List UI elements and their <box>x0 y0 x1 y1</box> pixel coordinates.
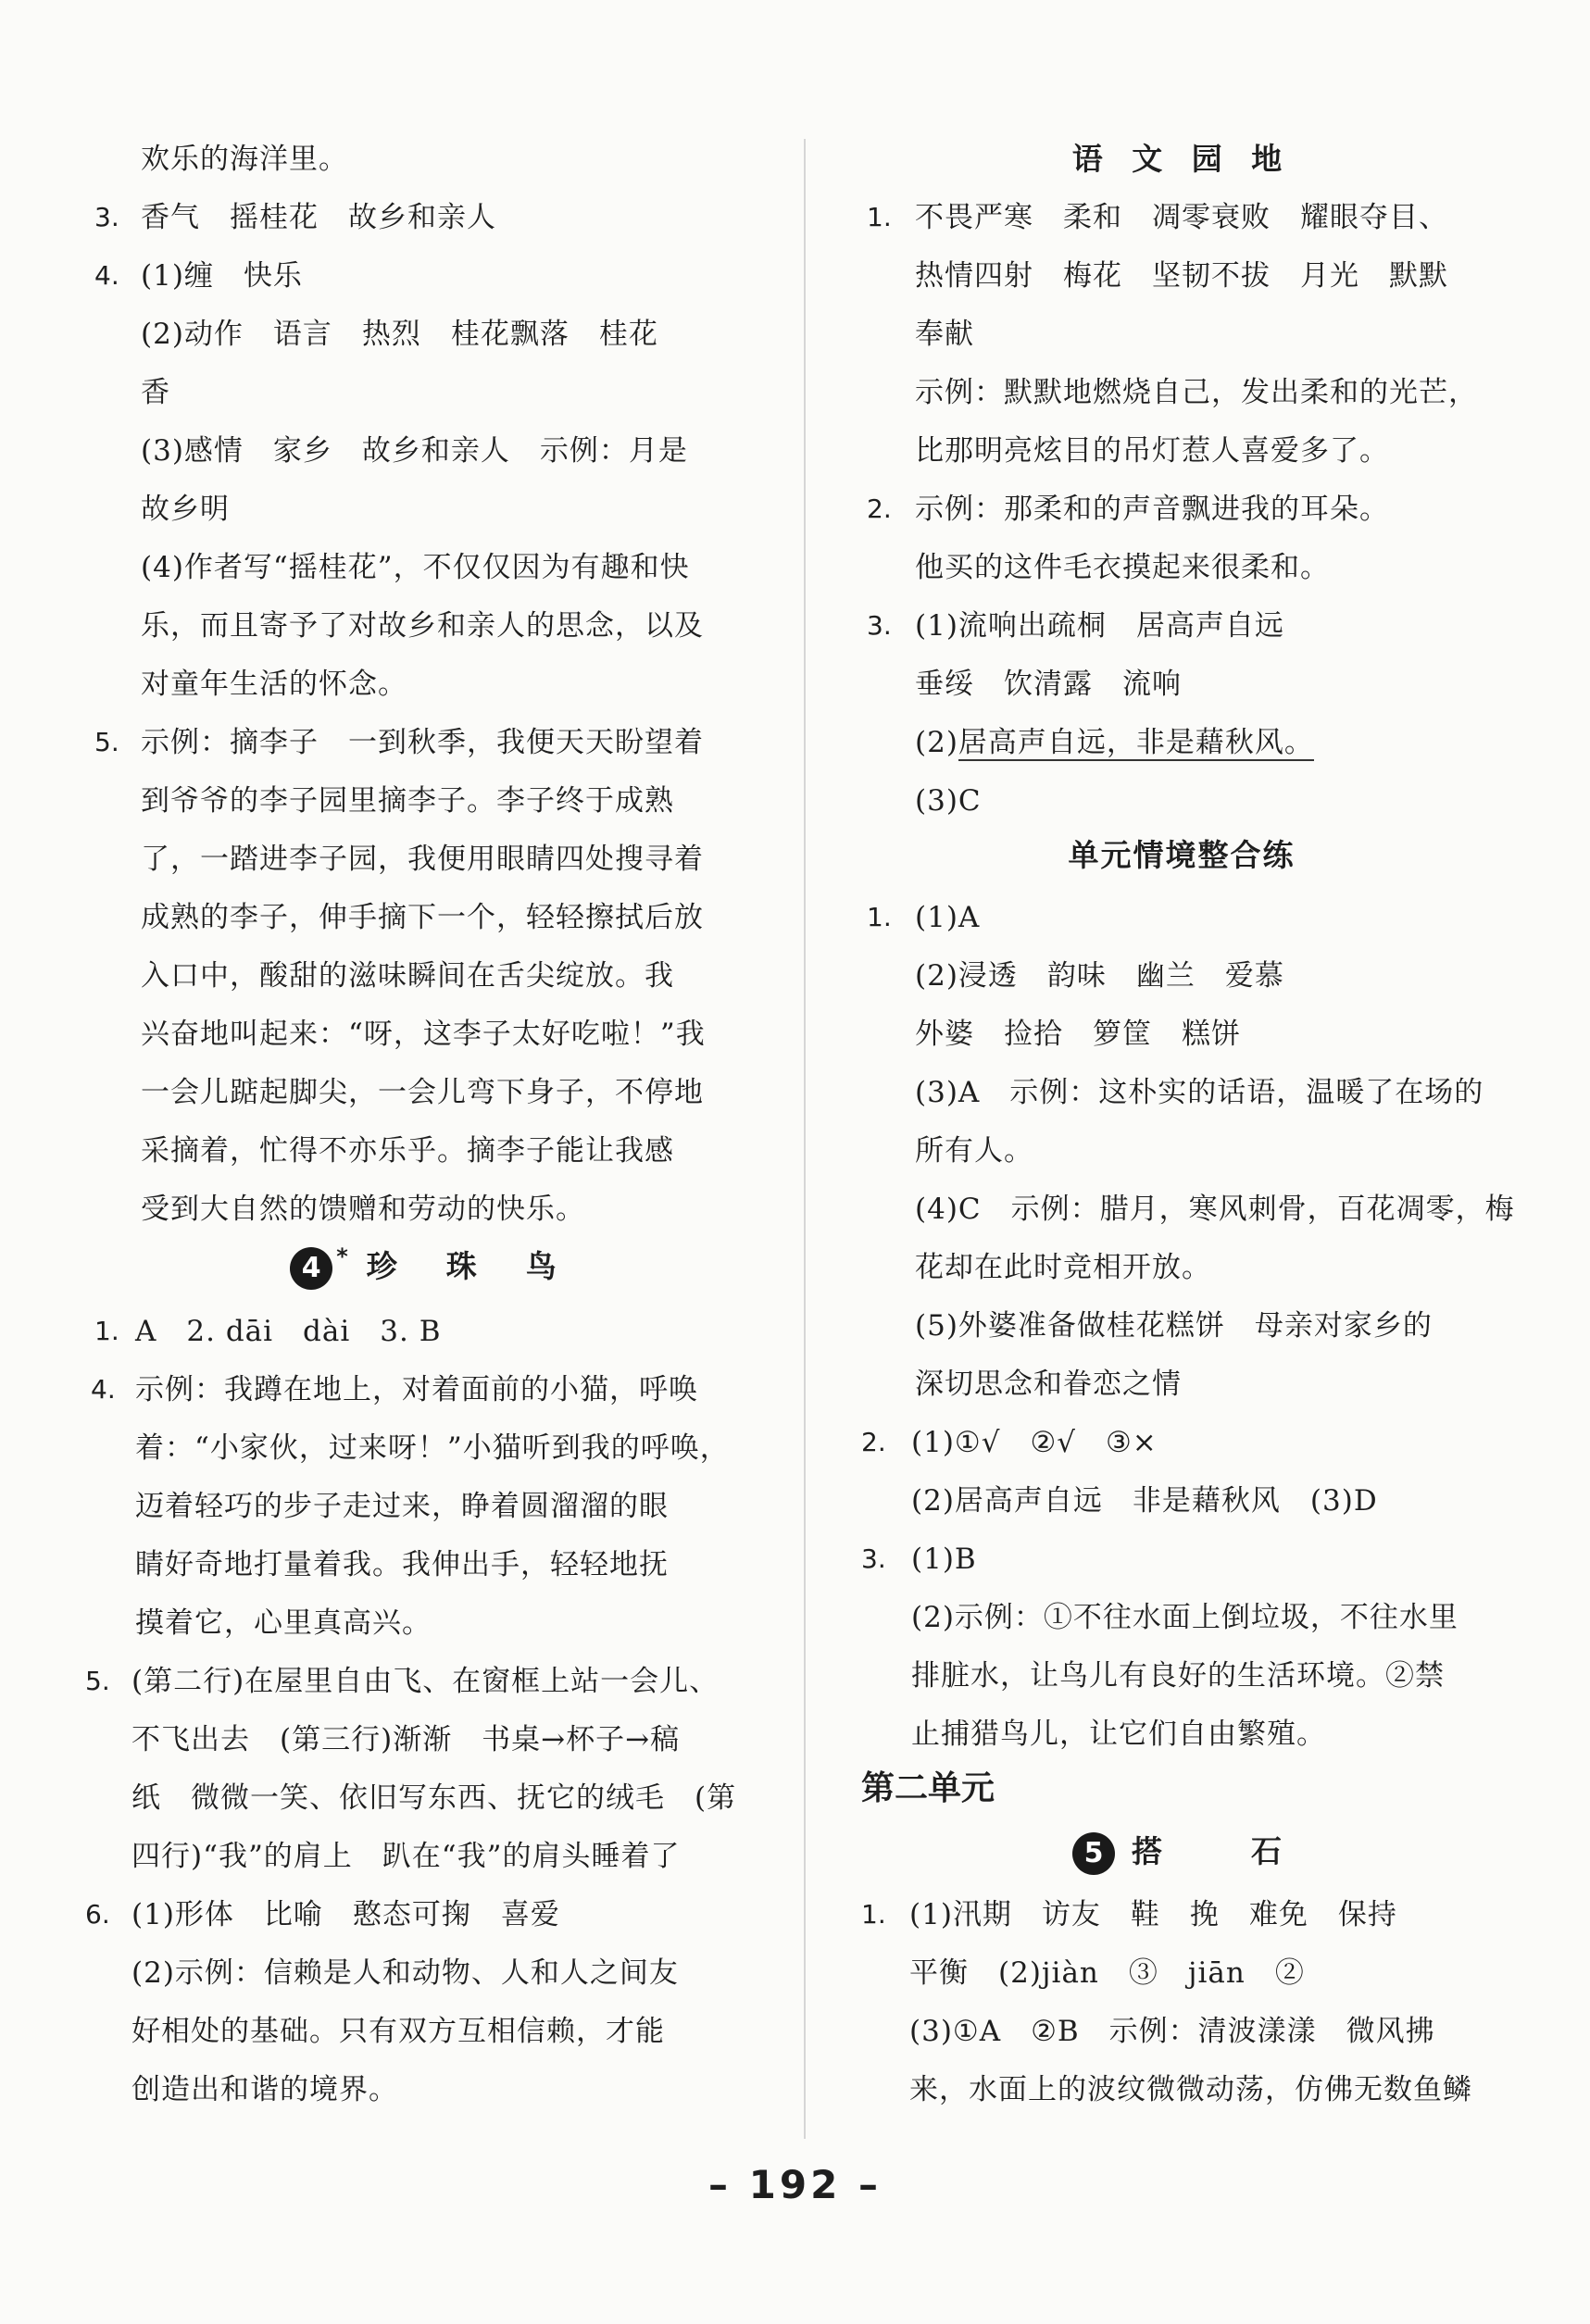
text-line: 摸着它，心里真高兴。 <box>135 1606 432 1640</box>
text-line: (1)A <box>915 901 981 934</box>
text-line: 示例：那柔和的声音飘进我的耳朵。 <box>915 493 1389 526</box>
optional-lesson-star: * <box>336 1243 357 1269</box>
text-line: 欢乐的海洋里。 <box>141 143 348 176</box>
text-line: 着：“小家伙，过来呀！”小猫听到我的呼唤， <box>135 1431 730 1465</box>
text-line: (2)示例：①不往水面上倒垃圾，不往水里 <box>911 1601 1459 1634</box>
text-line: 成熟的李子，伸手摘下一个，轻轻擦拭后放 <box>141 901 704 934</box>
text-line: (1)形体 比喻 憨态可掬 喜爱 <box>131 1898 560 1931</box>
text-line: (2)浸透 韵味 幽兰 爱慕 <box>915 959 1284 993</box>
text-line: (3)感情 家乡 故乡和亲人 示例：月是 <box>141 434 688 468</box>
text-line: 故乡明 <box>141 493 230 526</box>
text-line: 受到大自然的馈赠和劳动的快乐。 <box>141 1193 585 1226</box>
lesson-title: 珍 珠 鸟 <box>366 1248 566 1284</box>
text-line: 迈着轻巧的步子走过来，睁着圆溜溜的眼 <box>135 1490 669 1523</box>
text-line: 不飞出去 (第三行)渐渐 书桌→杯子→稿 <box>131 1723 681 1756</box>
section-heading-yuwen-yuandi: 语 文 园 地 <box>1071 141 1292 177</box>
left-column <box>85 130 770 2130</box>
text-line: 香 <box>141 376 170 409</box>
text-line: (4)作者写“摇桂花”，不仅仅因为有趣和快 <box>141 551 690 584</box>
text-line: 他买的这件毛衣摸起来很柔和。 <box>915 551 1330 584</box>
text-line: 对童年生活的怀念。 <box>141 668 407 701</box>
text-line: 创造出和谐的境界。 <box>131 2073 398 2106</box>
unit-title: 第二单元 <box>861 1769 995 1807</box>
text-line: (3)A 示例：这朴实的话语，温暖了在场的 <box>915 1076 1484 1109</box>
text-line: 奉献 <box>915 318 974 351</box>
text-line: 入口中，酸甜的滋味瞬间在舌尖绽放。我 <box>141 959 674 993</box>
question-number: 3. <box>861 1543 886 1574</box>
text-line: (1)汛期 访友 鞋 挽 难免 保持 <box>909 1898 1397 1931</box>
column-divider <box>804 139 806 2139</box>
text-line: 不畏严寒 柔和 凋零衰败 耀眼夺目、 <box>915 201 1448 234</box>
question-number: 1. <box>867 902 892 932</box>
text-line: 香气 摇桂花 故乡和亲人 <box>141 201 496 234</box>
question-number: 1. <box>94 1316 119 1346</box>
text-line: 垂绥 饮清露 流响 <box>915 668 1182 701</box>
text-line: (5)外婆准备做桂花糕饼 母亲对家乡的 <box>915 1309 1433 1343</box>
text-line: 睛好奇地打量着我。我伸出手，轻轻地抚 <box>135 1548 669 1581</box>
lesson-4-heading <box>85 1243 770 1290</box>
question-number: 2. <box>867 494 892 524</box>
question-number: 1. <box>861 1899 886 1930</box>
text-line: 示例：我蹲在地上，对着面前的小猫，呼唤 <box>135 1373 698 1406</box>
text-line: (1)①√ ②√ ③× <box>911 1426 1158 1459</box>
text-line: 所有人。 <box>915 1134 1033 1168</box>
text-line: A 2. dāi dài 3. B <box>135 1315 442 1348</box>
text-line: 热情四射 梅花 坚韧不拔 月光 默默 <box>915 259 1448 293</box>
text-line: 排脏水，让鸟儿有良好的生活环境。②禁 <box>911 1659 1445 1693</box>
text-line: 深切思念和眷恋之情 <box>915 1368 1182 1401</box>
text-line: 乐，而且寄予了对故乡和亲人的思念，以及 <box>141 609 704 643</box>
lesson-title: 搭 石 <box>1132 1833 1291 1869</box>
text-line: (1)流响出疏桐 居高声自远 <box>915 609 1284 643</box>
right-column <box>848 130 1515 2130</box>
text-line: 平衡 (2)jiàn ③ jiān ② <box>909 1956 1305 1990</box>
text-line: 好相处的基础。只有双方互相信赖，才能 <box>131 2015 665 2048</box>
question-number: 6. <box>85 1899 110 1930</box>
text-line: 示例：默默地燃烧自己，发出柔和的光芒， <box>915 376 1478 409</box>
question-number: 5. <box>85 1666 110 1696</box>
question-number: 4. <box>94 260 119 291</box>
lesson-number-badge: 4 <box>290 1247 332 1290</box>
text-line: 来，水面上的波纹微微动荡，仿佛无数鱼鳞 <box>909 2073 1472 2106</box>
text-line: (2)居高声自远 非是藉秋风 (3)D <box>911 1484 1378 1518</box>
page-number: – 192 – <box>708 2162 882 2207</box>
text-line: 纸 微微一笑、依旧写东西、抚它的绒毛 (第 <box>131 1781 737 1815</box>
sub-question-label: (2) <box>915 726 958 759</box>
text-line: 兴奋地叫起来：“呀，这李子太好吃啦！”我 <box>141 1018 706 1051</box>
text-line: 止捕猎鸟儿，让它们自由繁殖。 <box>911 1718 1326 1751</box>
text-line: 了，一踏进李子园，我便用眼睛四处搜寻着 <box>141 843 704 876</box>
text-line: 外婆 捡拾 箩筐 糕饼 <box>915 1018 1241 1051</box>
underlined-poem-line: 居高声自远，非是藉秋风。 <box>958 726 1314 759</box>
text-line: (4)C 示例：腊月，寒风刺骨，百花凋零，梅 <box>915 1193 1515 1226</box>
text-line: (3)①A ②B 示例：清波漾漾 微风拂 <box>909 2015 1435 2048</box>
text-line: 四行)“我”的肩上 趴在“我”的肩头睡着了 <box>131 1840 681 1873</box>
section-heading-unit-practice: 单元情境整合练 <box>1068 837 1296 873</box>
question-number: 2. <box>861 1427 886 1457</box>
text-line: (1)B <box>911 1543 977 1576</box>
text-line <box>915 724 1314 761</box>
text-line: (2)示例：信赖是人和动物、人和人之间友 <box>131 1956 679 1990</box>
text-line: 比那明亮炫目的吊灯惹人喜爱多了。 <box>915 434 1389 468</box>
text-line: 采摘着，忙得不亦乐乎。摘李子能让我感 <box>141 1134 674 1168</box>
text-line: (第二行)在屋里自由飞、在窗框上站一会儿、 <box>131 1665 720 1698</box>
question-number: 3. <box>867 610 892 641</box>
text-line: (2)动作 语言 热烈 桂花飘落 桂花 <box>141 318 658 351</box>
lesson-5-heading <box>848 1831 1515 1875</box>
question-number: 1. <box>867 202 892 232</box>
text-line: 到爷爷的李子园里摘李子。李子终于成熟 <box>141 784 674 818</box>
question-number: 4. <box>91 1374 116 1405</box>
text-line: 一会儿踮起脚尖，一会儿弯下身子，不停地 <box>141 1076 704 1109</box>
question-number: 5. <box>94 727 119 757</box>
text-line: (1)缠 快乐 <box>141 259 303 293</box>
lesson-number-badge: 5 <box>1072 1832 1115 1875</box>
text-line: 花却在此时竞相开放。 <box>915 1251 1211 1284</box>
text-line: (3)C <box>915 784 982 818</box>
question-number: 3. <box>94 202 119 232</box>
text-line: 示例：摘李子 一到秋季，我便天天盼望着 <box>141 726 704 759</box>
